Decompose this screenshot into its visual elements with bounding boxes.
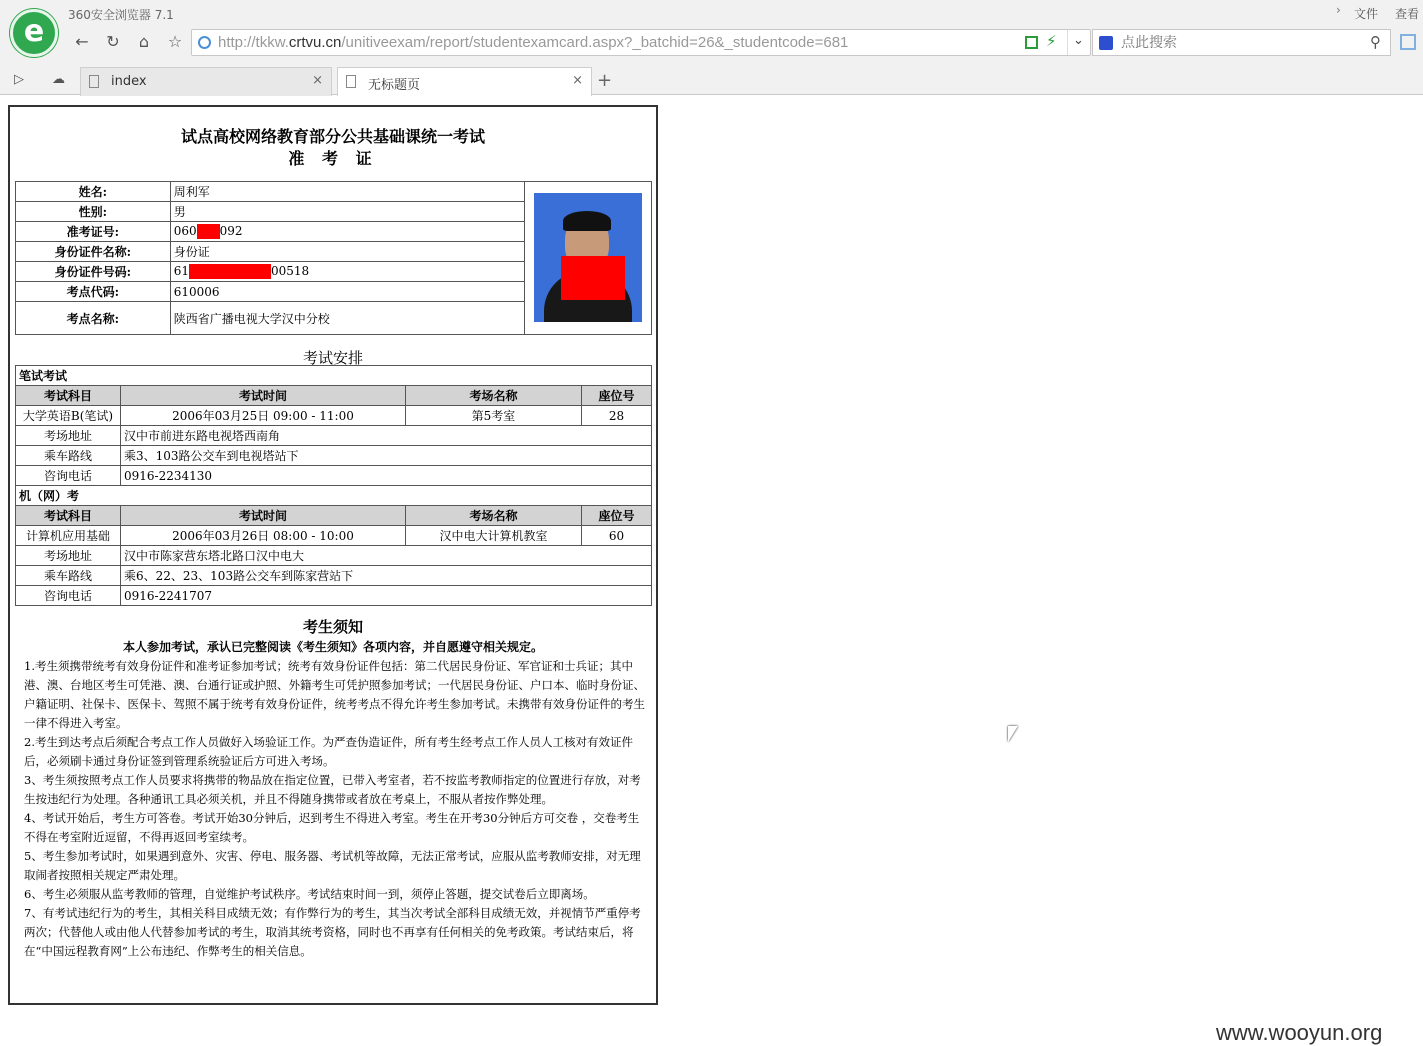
address-divider xyxy=(1067,30,1068,55)
info-label: 准考证号: xyxy=(16,222,171,242)
redaction-mark xyxy=(561,256,625,300)
notice-item: 7、有考试违纪行为的考生，其相关科目成绩无效；有作弊行为的考生，其当次考试全部科目成绩无效，并视情节严重停考两次；代替他人或由他人代替参加考试的考生，取消其统考资格，同时也不再享有任何相关的免考政策。考试结束后，将在“中国远程教育网”上公布违纪、作弊考生的相关信息。 xyxy=(24,906,641,958)
redaction-mark xyxy=(189,264,271,279)
watermark: www.wooyun.org xyxy=(1216,1020,1383,1045)
exam-schedule-table xyxy=(15,365,652,606)
tab-label: index xyxy=(111,74,147,89)
search-box[interactable] xyxy=(1092,29,1391,56)
tab-untitled[interactable] xyxy=(337,67,592,96)
sidebar-toggle-icon[interactable]: ▷ xyxy=(14,72,24,87)
tab-bar xyxy=(0,64,1423,95)
section-heading: 机（网）考 xyxy=(16,486,652,506)
tab-label: 无标题页 xyxy=(368,78,421,93)
cloud-icon[interactable]: ☁ xyxy=(52,72,65,87)
contact-phone: 0916-2234130 xyxy=(121,466,652,486)
table-cell: 计算机应用基础 xyxy=(16,526,121,546)
info-value: 610006 xyxy=(170,282,524,302)
row-label: 咨询电话 xyxy=(16,466,121,486)
table-cell: 汉中电大计算机教室 xyxy=(406,526,582,546)
info-value: 男 xyxy=(170,202,524,222)
url-text[interactable]: http://tkkw.crtvu.cn/unitiveexam/report/studentexamcard.aspx?_batchid=26&_studentcode=681 xyxy=(218,34,849,51)
notice-item: 4、考试开始后，考生方可答卷。考试开始30分钟后，迟到考生不得进入考室。考生在开考30分钟后方可交卷 ，交卷考生不得在考室附近逗留，不得再返回考室续考。 xyxy=(24,811,640,844)
exam-admission-card xyxy=(8,105,658,1005)
refresh-icon[interactable]: ↻ xyxy=(106,32,120,51)
speed-mode-icon[interactable]: ⚡ xyxy=(1046,32,1057,50)
qr-code-icon[interactable] xyxy=(1025,36,1038,49)
menu-view[interactable]: 查看 xyxy=(1395,7,1420,21)
search-icon[interactable]: ⚲ xyxy=(1370,33,1381,51)
close-icon[interactable]: × xyxy=(312,73,323,88)
info-label: 身份证件名称: xyxy=(16,242,171,262)
table-cell: 2006年03月25日 09:00 - 11:00 xyxy=(121,406,406,426)
row-label: 咨询电话 xyxy=(16,586,121,606)
column-header: 考场名称 xyxy=(406,506,582,526)
candidate-photo xyxy=(534,193,642,322)
info-label: 身份证件号码: xyxy=(16,262,171,282)
site-info-icon[interactable] xyxy=(198,36,211,49)
notice-intro: 本人参加考试，承认已完整阅读《考生须知》各项内容，并自愿遵守相关规定。 xyxy=(122,640,543,654)
new-tab-icon[interactable]: + xyxy=(597,70,613,91)
row-label: 乘车路线 xyxy=(16,446,121,466)
info-label: 性别: xyxy=(16,202,171,222)
row-label: 考场地址 xyxy=(16,546,121,566)
menu-expand-icon[interactable]: › xyxy=(1336,3,1341,17)
close-icon[interactable]: × xyxy=(572,73,583,88)
tab-index[interactable] xyxy=(80,67,332,96)
search-input[interactable] xyxy=(1121,34,1361,50)
column-header: 考试科目 xyxy=(16,506,121,526)
column-header: 考试时间 xyxy=(121,386,406,406)
mouse-cursor-icon xyxy=(1008,726,1018,742)
table-cell: 大学英语B(笔试) xyxy=(16,406,121,426)
table-cell: 第5考室 xyxy=(406,406,582,426)
card-title: 试点高校网络教育部分公共基础课统一考试 xyxy=(180,127,485,146)
app-title: 360安全浏览器 7.1 xyxy=(68,8,174,22)
row-label: 考场地址 xyxy=(16,426,121,446)
notice-item: 6、考生必须服从监考教师的管理，自觉维护考试秩序。考试结束时间一到，须停止答题，提交试卷后立即离场。 xyxy=(24,887,595,901)
notice-item: 3、考生须按照考点工作人员要求将携带的物品放在指定位置，已带入考室者，若不按监考教师指定的位置进行存放，对考生按违纪行为处理。各种通讯工具必须关机，并且不得随身携带或者放在考桌上，不服从者按作弊处理。 xyxy=(24,773,641,806)
notice-item: 5、考生参加考试时，如果遇到意外、灾害、停电、服务器、考试机等故障，无法正常考试，应服从监考教师安排，对无理取闹者按照相关规定严肃处理。 xyxy=(24,849,641,882)
column-header: 考场名称 xyxy=(406,386,582,406)
notice-item: 2.考生到达考点后须配合考点工作人员做好入场验证工作。为严查伪造证件，所有考生经考点工作人员人工核对有效证件后，必须刷卡通过身份证签到管理系统验证后方可进入考场。 xyxy=(24,735,633,768)
bus-route: 乘3、103路公交车到电视塔站下 xyxy=(121,446,652,466)
exam-address: 汉中市陈家营东塔北路口汉中电大 xyxy=(121,546,652,566)
table-cell: 28 xyxy=(582,406,652,426)
chevron-down-icon[interactable]: ⌄ xyxy=(1073,33,1084,48)
address-bar[interactable] xyxy=(191,29,1091,56)
info-value: 陕西省广播电视大学汉中分校 xyxy=(170,302,524,335)
browser-title-bar xyxy=(0,0,1423,64)
info-label: 姓名: xyxy=(16,182,171,202)
column-header: 座位号 xyxy=(582,386,652,406)
notice-title: 考生须知 xyxy=(302,618,363,636)
section-heading: 笔试考试 xyxy=(16,366,652,386)
info-value: 身份证 xyxy=(170,242,524,262)
home-icon[interactable]: ⌂ xyxy=(138,32,150,51)
row-label: 乘车路线 xyxy=(16,566,121,586)
search-engine-icon[interactable] xyxy=(1099,36,1113,50)
info-value: 61 00518 xyxy=(170,262,524,282)
notice-item: 1.考生须携带统考有效身份证件和准考证参加考试；统考有效身份证件包括：第二代居民身份证、军官证和士兵证；其中港、澳、台地区考生可凭港、澳、台通行证或护照、外籍考生可凭护照参加考试；一代居民身份证、户口本、临时身份证、户籍证明、社保卡、医保卡、驾照不属于统考有效身份证件，统考考点不得允许考生参加考试。未携带有效身份证件的考生一律不得进入考室。 xyxy=(24,659,645,730)
browser-logo[interactable]: e xyxy=(10,9,58,57)
notice-list xyxy=(24,657,646,961)
page-icon xyxy=(346,75,356,88)
contact-phone: 0916-2241707 xyxy=(121,586,652,606)
page-content xyxy=(0,96,1423,1045)
favorite-star-icon[interactable]: ☆ xyxy=(167,32,183,51)
apps-grid-icon[interactable] xyxy=(1400,34,1416,50)
bus-route: 乘6、22、23、103路公交车到陈家营站下 xyxy=(121,566,652,586)
column-header: 座位号 xyxy=(582,506,652,526)
info-label: 考点代码: xyxy=(16,282,171,302)
table-cell: 60 xyxy=(582,526,652,546)
page-icon xyxy=(89,75,99,88)
menu-file[interactable]: 文件 xyxy=(1354,7,1379,21)
table-cell: 2006年03月26日 08:00 - 10:00 xyxy=(121,526,406,546)
schedule-title: 考试安排 xyxy=(302,349,363,367)
column-header: 考试时间 xyxy=(121,506,406,526)
card-subtitle: 准 考 证 xyxy=(288,149,378,168)
info-value: 周利军 xyxy=(170,182,524,202)
back-icon[interactable]: ← xyxy=(75,32,89,51)
redaction-mark xyxy=(197,224,220,239)
column-header: 考试科目 xyxy=(16,386,121,406)
exam-address: 汉中市前进东路电视塔西南角 xyxy=(121,426,652,446)
info-label: 考点名称: xyxy=(16,302,171,335)
info-value: 060 092 xyxy=(170,222,524,242)
